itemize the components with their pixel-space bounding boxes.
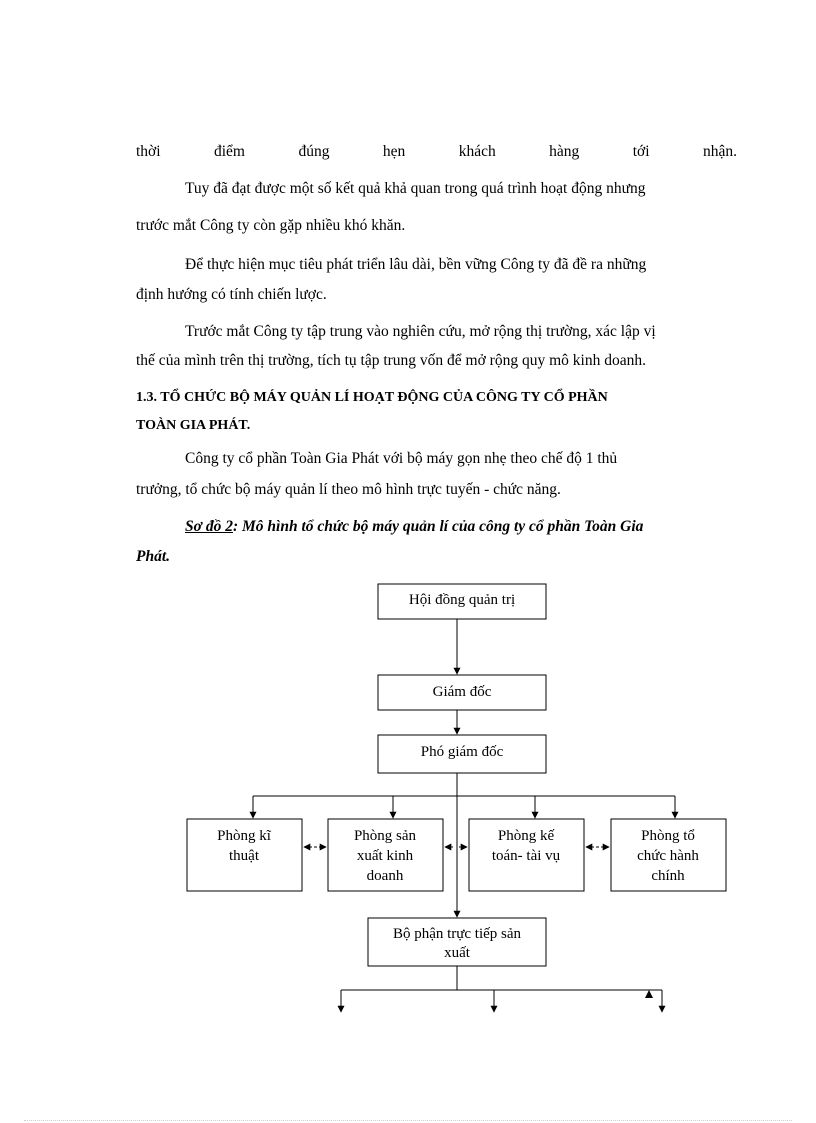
word: hàng: [549, 143, 580, 160]
director-label: Giám đốc: [432, 684, 492, 700]
dept-technical-label-1: Phòng kĩ: [217, 828, 271, 844]
dept-production-label-2: xuất kinh: [356, 848, 414, 864]
word: tới: [632, 143, 650, 160]
dept-accounting-label-1: Phòng kế: [497, 828, 555, 844]
word: thời: [136, 143, 161, 160]
paragraph-1-line-2: trước mắt Công ty còn gặp nhiều khó khăn.: [136, 217, 406, 234]
board-label: Hội đồng quản trị: [408, 592, 516, 608]
paragraph-2-line-2: định hướng có tính chiến lược.: [136, 286, 327, 303]
word: nhận.: [702, 143, 737, 160]
section-heading-line-1: 1.3. TỔ CHỨC BỘ MÁY QUẢN LÍ HOẠT ĐỘNG CỦA CÔNG TY CỔ PHẦN: [136, 390, 608, 405]
word: hẹn: [382, 143, 406, 160]
diagram-caption-label: Sơ đồ 2: [185, 518, 233, 535]
word: điểm: [214, 143, 245, 160]
dept-production-label-1: Phòng sản: [353, 828, 417, 844]
diagram-caption-title: : Mô hình tổ chức bộ máy quản lí của công ty cổ phần Toàn Gia: [232, 518, 644, 535]
paragraph-4-line-2: trưởng, tổ chức bộ máy quản lí theo mô hình trực tuyến - chức năng.: [136, 481, 561, 498]
word: đúng: [298, 143, 330, 160]
word: khách: [458, 143, 496, 160]
dept-accounting-label-2: toán- tài vụ: [491, 848, 561, 864]
dept-technical-label-2: thuật: [229, 848, 259, 864]
production-unit-label-1: Bộ phận trực tiếp sản: [392, 926, 522, 942]
small-up-arrow: [645, 990, 653, 998]
paragraph-2-line-1: Để thực hiện mục tiêu phát triển lâu dài, bền vững Công ty đã đề ra những: [185, 256, 647, 273]
page-bottom-rule: [24, 1120, 792, 1121]
production-unit-label-2: xuất: [444, 945, 470, 961]
section-heading-line-2: TOÀN GIA PHÁT.: [136, 418, 251, 433]
dept-production-label-3: doanh: [366, 868, 404, 884]
dept-admin-label-2: chức hành: [637, 848, 699, 864]
deputy-director-label: Phó giám đốc: [420, 744, 504, 760]
paragraph-3-line-1: Trước mắt Công ty tập trung vào nghiên cứu, mở rộng thị trường, xác lập vị: [185, 323, 656, 340]
dept-admin-label-3: chính: [651, 868, 685, 884]
paragraph-3-line-2: thế của mình trên thị trường, tích tụ tập trung vốn để mở rộng quy mô kinh doanh.: [136, 352, 646, 369]
dept-admin-label-1: Phòng tổ: [641, 828, 695, 844]
paragraph-1-line-1: Tuy đã đạt được một số kết quả khả quan trong quá trình hoạt động nhưng: [185, 180, 646, 197]
paragraph-4-line-1: Công ty cổ phần Toàn Gia Phát với bộ máy gọn nhẹ theo chế độ 1 thủ: [185, 450, 618, 467]
diagram-caption-line-2: Phát.: [136, 548, 171, 565]
